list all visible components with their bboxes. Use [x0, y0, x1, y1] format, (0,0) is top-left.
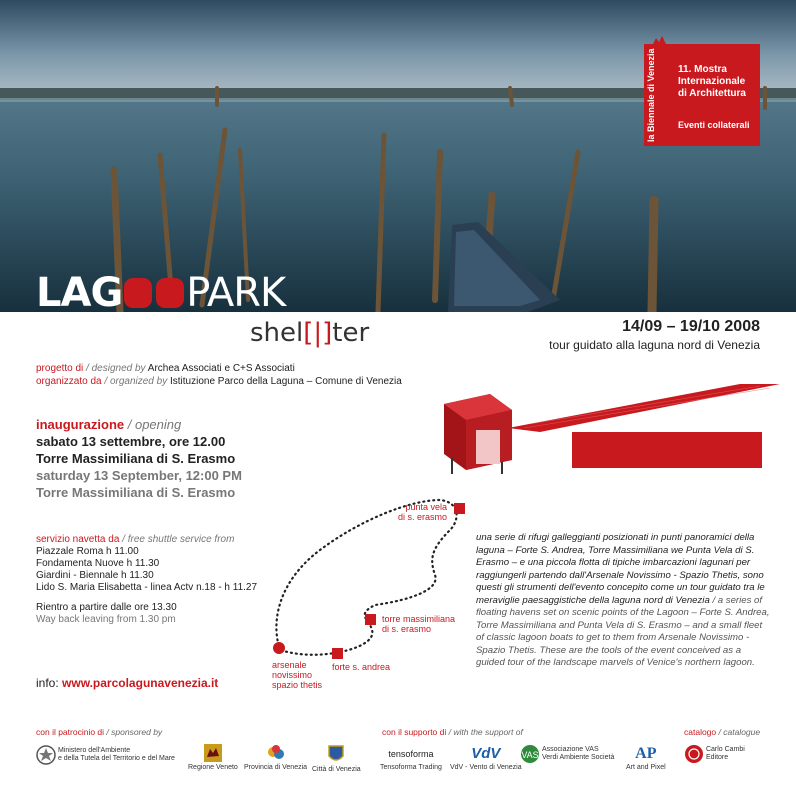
tensoforma-logo: tensoforma — [388, 749, 434, 759]
ap-logo: AP — [635, 745, 657, 762]
punta-vela-marker — [454, 503, 465, 514]
supporter-tensoforma — [380, 744, 442, 772]
label-punta-vela: punta vela di s. erasmo — [398, 502, 448, 522]
arsenale-marker — [273, 642, 285, 654]
sponsor-regione — [188, 744, 238, 772]
shelter-part-a: shel — [250, 318, 304, 348]
credits — [36, 362, 402, 388]
opening-heading-en: / opening — [127, 417, 182, 432]
shelter-bracket: [|] — [303, 318, 333, 348]
catalog-heading — [684, 727, 760, 737]
sponsor-ministero — [36, 744, 175, 766]
website-link[interactable]: www.parcolagunavenezia.it — [62, 676, 219, 690]
shuttle-stop: Fondamenta Nuove h 11.30 — [36, 558, 160, 569]
opening-date-it: sabato 13 settembre, ore 12.00 — [36, 434, 226, 449]
city-crest-icon — [328, 744, 344, 764]
supporter-vdv — [450, 744, 522, 772]
shuttle-stop: Piazzale Roma h 11.00 — [36, 546, 139, 557]
organized-by-label-en: / organized by — [104, 376, 168, 387]
badge-title: 11. Mostra Internazionale di Architettura — [678, 64, 746, 99]
catalog-label: catalogo — [684, 727, 717, 737]
shuttle-heading — [36, 534, 257, 546]
support-heading — [382, 727, 523, 737]
date-range: 14/09 – 19/10 2008 — [622, 318, 760, 335]
sponsor-citta-label: Città di Venezia — [312, 766, 361, 773]
logo-park: PARK — [186, 270, 286, 316]
organized-by-value: Istituzione Parco della Laguna – Comune di Venezia — [170, 376, 402, 387]
info-line — [36, 676, 218, 690]
sponsor-ministero-label: Ministero dell'Ambiente e della Tutela del Territorio e del Mare — [57, 747, 175, 762]
biennale-badge — [644, 44, 760, 146]
organized-by-label: organizzato da — [36, 376, 102, 387]
support-label-en: / with the support of — [448, 727, 523, 737]
opening-place-en: Torre Massimiliana di S. Erasmo — [36, 485, 236, 500]
opening-place-it: Torre Massimiliana di S. Erasmo — [36, 451, 236, 466]
shuttle-stop: Giardini - Biennale h 11.30 — [36, 570, 154, 581]
opening-info — [36, 416, 242, 501]
shelter-part-c: ter — [332, 318, 370, 348]
supporter-cambi — [684, 744, 745, 764]
organized-by-row — [36, 375, 402, 388]
supporter-tensoforma-label: Tensoforma Trading — [380, 764, 442, 771]
sponsored-label: con il patrocinio di — [36, 727, 105, 737]
shuttle-info — [36, 534, 257, 626]
shelter-logo — [250, 318, 369, 348]
supporter-artpixel-label: Art and Pixel — [626, 764, 666, 771]
shuttle-stop: Lido S. Maria Elisabetta - linea Actv n.18 - h 11.27 — [36, 582, 258, 593]
supporter-vas-label: Associazione VAS Verdi Ambiente Società — [541, 746, 615, 761]
designed-by-label-en: / designed by — [86, 363, 146, 374]
sponsor-regione-label: Regione Veneto — [188, 764, 238, 771]
emblem-icon — [36, 744, 56, 766]
biennale-label: la Biennale di Venezia — [646, 48, 656, 142]
return-time: Rientro a partire dalle ore 13.30 — [36, 602, 177, 613]
designed-by-label: progetto di — [36, 363, 84, 374]
description-it: una serie di rifugi galleggianti posizionati in punti panoramici della laguna – Forte S. Andrea, Torre Massimiliana we Punta Vela di S. Erasmo – e una piccola flotta di tipiche imbarcazioni lagunari per raggiungerli partendo dall'Arsenale Novissimo - Spazio Thetis, sono questi gli strumenti dell'evento concepito come un tour guidato tra le meraviglie paesaggistiche della laguna nord di Venezia — [476, 532, 765, 606]
logo-lag: LAG — [36, 270, 123, 316]
supporter-vdv-label: VdV - Vento di Venezia — [450, 764, 522, 771]
torre-marker — [365, 614, 376, 625]
vas-icon — [520, 744, 540, 764]
lion-icon — [204, 744, 222, 762]
supporter-cambi-label: Carlo Cambi Editore — [705, 746, 745, 761]
supporter-vas — [520, 744, 614, 764]
logo-double-o-icon — [122, 278, 186, 308]
description-en: / a series of floating havens set on scenic points of the Lagoon – Forte S. Andrea, Torre Massimiliana and Punta Vela di S. Erasmo – and a small fleet of classic lagoon boats to get to them from Arsenale Novissimo - Spazio Thetis. These are the tools of the event conceived as a guided tour of the landscape marvels of Venice's northern lagoon. — [476, 594, 770, 668]
shuttle-heading-en: / free shuttle service from — [122, 534, 235, 545]
forte-marker — [332, 648, 343, 659]
sponsored-heading — [36, 727, 162, 737]
lagoonpark-logo — [36, 272, 285, 314]
opening-heading — [36, 416, 242, 433]
label-torre: torre massimiliana di s. erasmo — [382, 614, 456, 634]
support-label: con il supporto di — [382, 727, 447, 737]
opening-date-en: saturday 13 September, 12:00 PM — [36, 468, 242, 483]
label-arsenale: arsenale novissimo spazio thetis — [272, 660, 323, 690]
event-description — [476, 532, 772, 670]
sponsor-provincia — [244, 744, 307, 772]
catalog-label-en: / catalogue — [718, 727, 761, 737]
sponsor-provincia-label: Provincia di Venezia — [244, 764, 308, 771]
designed-by-row — [36, 362, 402, 375]
sponsor-citta — [312, 744, 361, 774]
cambi-icon — [684, 744, 704, 764]
info-label: info: — [36, 676, 59, 690]
designed-by-value: Archea Associati e C+S Associati — [147, 363, 295, 374]
event-dates — [549, 318, 760, 352]
shuttle-heading-it: servizio navetta da — [36, 534, 120, 545]
badge-subtitle: Eventi collaterali — [678, 120, 750, 130]
province-icon — [266, 744, 286, 762]
vdv-logo: VdV — [471, 745, 501, 762]
return-time-en: Way back leaving from 1.30 pm — [36, 614, 176, 625]
svg-text:VAS: VAS — [521, 750, 539, 760]
sponsored-label-en: / sponsored by — [106, 727, 163, 737]
deck-illustration — [572, 432, 762, 468]
opening-heading-it: inaugurazione — [36, 417, 125, 432]
tour-description: tour guidato alla laguna nord di Venezia — [549, 338, 760, 352]
label-forte: forte s. andrea — [332, 662, 391, 672]
supporter-artpixel — [626, 744, 666, 772]
